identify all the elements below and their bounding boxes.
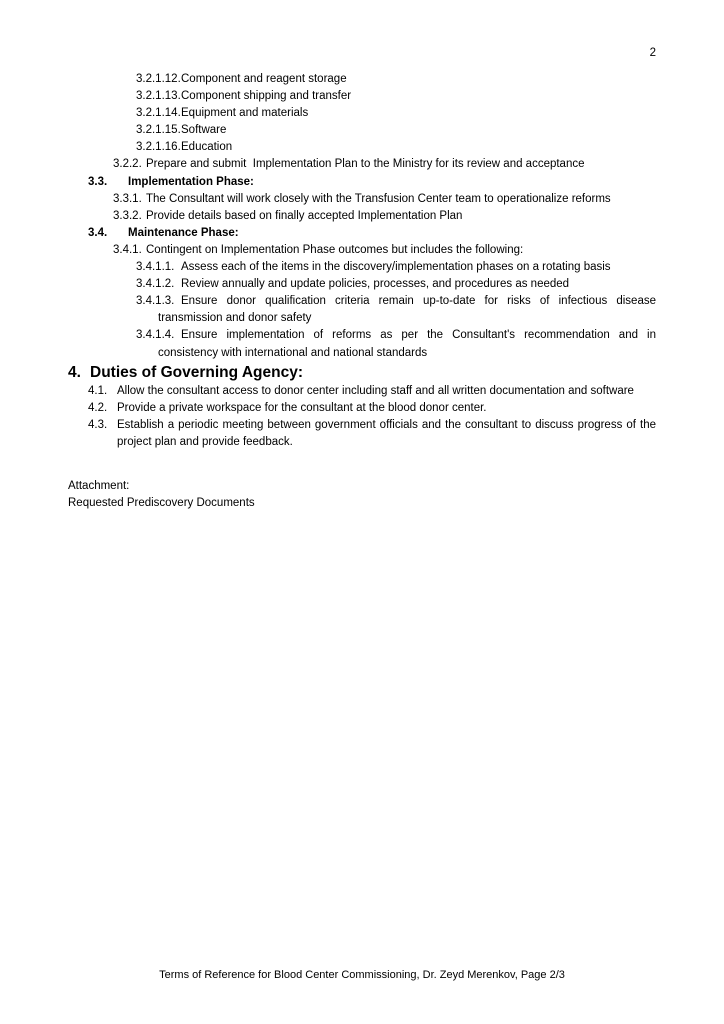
list-item-text: Establish a periodic meeting between government officials and the consultant to discuss progress of the project plan and provide feedback. xyxy=(117,418,656,448)
list-item-text: Review annually and update policies, processes, and procedures as needed xyxy=(181,278,570,291)
list-item-text: Equipment and materials xyxy=(181,107,309,120)
attachment-label: Attachment: xyxy=(68,479,130,492)
list-item xyxy=(0,174,656,191)
list-item xyxy=(0,139,656,156)
list-item-text: Education xyxy=(181,141,233,154)
list-item-number: 3.4.1.3. xyxy=(136,295,175,308)
page-footer: Terms of Reference for Blood Center Commissioning, Dr. Zeyd Merenkov, Page 2/3 xyxy=(159,969,565,981)
document-body xyxy=(0,71,724,451)
list-item xyxy=(0,276,656,293)
list-item-number: 3.2.1.13. xyxy=(136,90,181,103)
list-item-text: Assess each of the items in the discovery/implementation phases on a rotating basis xyxy=(181,261,611,274)
list-item-number: 3.4.1.4. xyxy=(136,329,175,342)
list-item-text: Provide details based on finally accepted Implementation Plan xyxy=(146,209,463,222)
list-item xyxy=(0,417,656,451)
list-item-number: 3.2.2. xyxy=(113,158,142,171)
page-number: 2 xyxy=(649,47,656,59)
list-item-text: Provide a private workspace for the consultant at the blood donor center. xyxy=(117,401,487,414)
list-item xyxy=(0,208,656,225)
list-item-text: Component shipping and transfer xyxy=(181,90,352,103)
list-item-text: Software xyxy=(181,124,227,137)
list-item-number: 3.4.1. xyxy=(113,243,142,256)
list-item-number: 3.3.2. xyxy=(113,209,142,222)
list-item-number: 4.1. xyxy=(88,384,108,397)
list-item-number: 4.3. xyxy=(88,418,108,431)
list-item-text: Prepare and submit Implementation Plan to the Ministry for its review and acceptance xyxy=(146,158,585,171)
list-item xyxy=(0,383,656,400)
list-item-text: Ensure implementation of reforms as per the Consultant's recommendation and in consistency with international and national standards xyxy=(158,329,656,359)
list-item xyxy=(0,400,656,417)
list-item-text: Maintenance Phase: xyxy=(128,226,239,239)
list-item xyxy=(0,242,656,259)
list-item-number: 3.2.1.14. xyxy=(136,107,181,120)
list-item xyxy=(0,362,656,383)
list-item-number: 3.3.1. xyxy=(113,192,142,205)
list-item-text: Duties of Governing Agency: xyxy=(90,363,304,381)
list-item-number: 3.2.1.16. xyxy=(136,141,181,154)
list-item-number: 3.4. xyxy=(88,226,108,239)
attachment-section xyxy=(0,478,724,512)
list-item-text: Allow the consultant access to donor center including staff and all written documentation and software xyxy=(117,384,634,397)
list-item-number: 4.2. xyxy=(88,401,108,414)
list-item-number: 3.4.1.1. xyxy=(136,261,175,274)
list-item xyxy=(0,327,656,361)
list-item-text: Ensure donor qualification criteria remain up-to-date for risks of infectious disease transmission and donor safety xyxy=(158,295,656,325)
list-item xyxy=(0,259,656,276)
list-item xyxy=(0,105,656,122)
list-item-text: The Consultant will work closely with the Transfusion Center team to operationalize reforms xyxy=(146,192,611,205)
list-item xyxy=(0,293,656,327)
attachment-title: Requested Prediscovery Documents xyxy=(68,497,255,510)
list-item-text: Component and reagent storage xyxy=(181,73,347,85)
list-item-number: 3.3. xyxy=(88,175,108,188)
list-item-text: Contingent on Implementation Phase outcomes but includes the following: xyxy=(146,243,524,256)
list-item xyxy=(0,71,656,88)
list-item-number: 4. xyxy=(68,363,81,381)
list-item-number: 3.2.1.12. xyxy=(136,73,181,85)
list-item-number: 3.4.1.2. xyxy=(136,278,175,291)
list-item xyxy=(0,156,656,173)
list-item-number: 3.2.1.15. xyxy=(136,124,181,137)
list-item xyxy=(0,88,656,105)
list-item xyxy=(0,191,656,208)
list-item xyxy=(0,225,656,242)
list-item xyxy=(0,122,656,139)
list-item-text: Implementation Phase: xyxy=(128,175,254,188)
